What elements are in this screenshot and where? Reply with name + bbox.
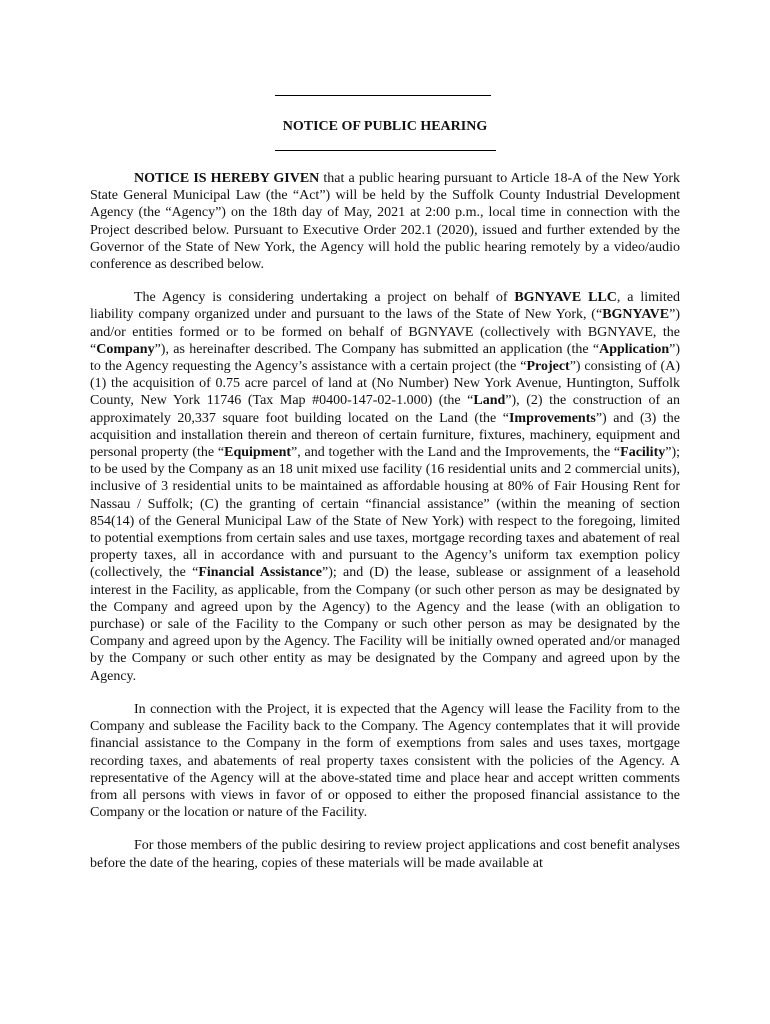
bold-term: Improvements [508,410,596,426]
text-run: ”) to the Agency requesting the Agency’s assistance with a certain project (the “ [90,341,680,375]
bold-term: Financial Assistance [198,565,322,581]
paragraph-3 [90,701,680,821]
notice-body [90,170,680,888]
text-run: ”), as hereinafter described. The Company has submitted an application (the “ [154,341,600,357]
paragraph-1 [90,170,680,273]
paragraph-2 [90,289,680,685]
text-run: ”, and together with the Land and the Improvements, the “ [291,445,621,461]
bold-term: Facility [620,445,666,461]
text-run: For those members of the public desiring to review project applications and cost benefit analyses before the date of the hearing, copies of these materials will be made available at [90,838,680,871]
text-run: ”) consisting of (A)(1) the acquisition of 0.75 acre parcel of land at (No Number) New York Avenue, Huntington, Suffolk County, New York 11746 (Tax Map #0400-147-02-1.000) (the “ [90,359,680,409]
bold-term: Company [96,341,155,357]
bold-term: Application [599,341,670,357]
bold-term: NOTICE IS HEREBY GIVEN [134,171,320,186]
text-run: ”); and (D) the lease, sublease or assignment of a leasehold interest in the Facility, as applicable, from the Company (or such other person as may be designated by the Company and agreed upon by the Agency) to the Agency and the lease (with an obligation to purchase) or sale of the Facility to the Company or such other person as may be designated by the Company and agreed upon by the Agency. The Facility will be initially owned operated and/or managed by the Company or such other entity as may be designated by the Company and agreed upon by the Agency. [90,565,681,684]
text-run: ”) and (3) the acquisition and installation therein and thereon of certain furniture, fixtures, machinery, equipment and personal property (the “ [90,410,680,461]
text-run: that a public hearing pursuant to Article 18-A of the New York State General Municipal Law (the “Act”) will be held by the Suffolk County Industrial Development Agency (the “Agency”) on the 18th day of May, 2021 at 2:00 p.m., local time in connection with the Project described below. Pursuant to Executive Order 202.1 (2020), issued and further extended by the Governor of the State of New York, the Agency will hold the public hearing remotely by a video/audio conference as described below. [90,171,680,273]
bold-term: Equipment [224,445,292,461]
bold-term: BGNYAVE LLC [514,290,617,306]
text-run: ”) and/or entities formed or to be formed on behalf of BGNYAVE (collectively with BGNYAVE, the “ [90,307,680,357]
text-run: , a limited liability company organized under and pursuant to the laws of the State of New York, (“ [90,290,680,323]
bold-term: Land [473,393,506,409]
text-run: ”); to be used by the Company as an 18 unit mixed use facility (16 residential units and 2 commercial units), inclusive of 3 residential units to be maintained as affordable housing at 80% of Fair Housing Rent for Nassau / Suffolk; (C) the granting of certain “financial assistance” (within the meaning of section 854(14) of the General Municipal Law of the State of New York) with respect to the foregoing, limited to potential exemptions from certain sales and use taxes, mortgage recording taxes and abatement of real property taxes, all in accordance with and pursuant to the Agency’s uniform tax exemption policy (collectively, the “ [90,445,681,581]
bold-term: Project [526,359,570,375]
bold-term: BGNYAVE [602,307,670,323]
page-title: NOTICE OF PUBLIC HEARING [282,119,488,134]
title-top-rule [275,95,491,96]
text-run: The Agency is considering undertaking a project on behalf of [134,290,515,306]
title-bottom-rule [275,150,496,151]
text-run: ”), (2) the construction of an approximately 20,337 square foot building located on the Land (the “ [90,393,680,426]
text-run: In connection with the Project, it is expected that the Agency will lease the Facility from to the Company and sublease the Facility back to the Company. The Agency contemplates that it will provide financial assistance to the Company in the form of exemptions from sales and uses taxes, mortgage recording taxes, and abatements of real property taxes consistent with the policies of the Agency. A representative of the Agency will at the above-stated time and place hear and accept written comments from all persons with views in favor of or opposed to either the proposed financial assistance to the Company or the location or nature of the Facility. [90,701,680,821]
paragraph-4 [90,837,680,871]
